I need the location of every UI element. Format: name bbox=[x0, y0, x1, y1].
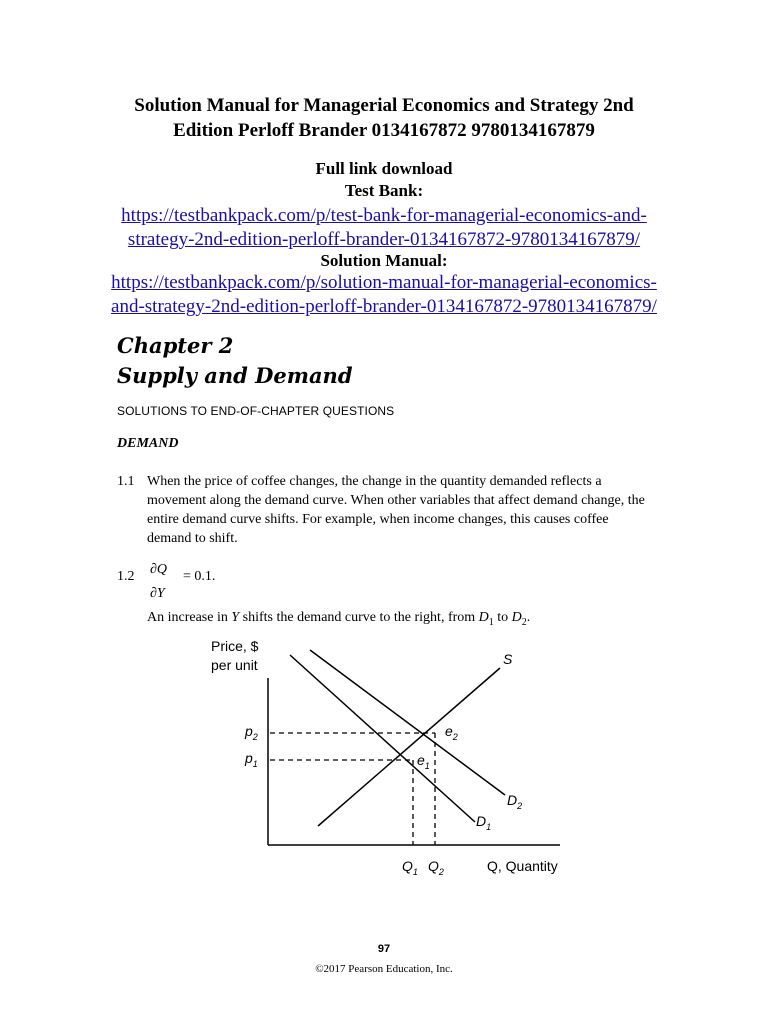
partial-numerator: ∂Q bbox=[150, 562, 168, 577]
d1-label: $D_1$ bbox=[476, 813, 492, 832]
title-line-2: Edition Perloff Brander 0134167872 9780134167879 bbox=[173, 120, 595, 141]
test-bank-label: Test Bank: bbox=[344, 181, 424, 200]
supply-curve bbox=[318, 668, 500, 826]
solution-manual-label: Solution Manual: bbox=[320, 251, 448, 270]
x-axis-label: Q, Quantity bbox=[487, 858, 558, 874]
partial-denominator: ∂Y bbox=[150, 586, 165, 601]
section-heading: SOLUTIONS TO END-OF-CHAPTER QUESTIONS bbox=[117, 404, 395, 418]
question-1-1-text: When the price of coffee changes, the change in the quantity demanded reflects a movement along the demand curve. When other variables that affect demand change, the entire demand curve shifts. For example, when income changes, this causes coffee demand to shift. bbox=[147, 474, 645, 546]
solution-url-line-2[interactable]: and-strategy-2nd-edition-perloff-brander-0134167872-9780134167879/ bbox=[111, 296, 657, 317]
test-bank-url-line-1[interactable]: https://testbankpack.com/p/test-bank-for-managerial-economics-and- bbox=[121, 205, 647, 226]
q2-label: $Q_2$ bbox=[428, 858, 444, 877]
q1-label: $Q_1$ bbox=[402, 858, 418, 877]
question-1-2-text: An increase in Y shifts the demand curve to the right, from $D_1$ to $D_2$. bbox=[147, 610, 531, 628]
demand-curve-d2 bbox=[310, 650, 505, 795]
e2-label: $e_2$ bbox=[445, 723, 458, 742]
partial-value: = 0.1. bbox=[183, 569, 216, 584]
question-1-1-number: 1.1 bbox=[117, 474, 135, 489]
full-link-label: Full link download bbox=[315, 159, 453, 178]
question-1-2-number: 1.2 bbox=[117, 569, 135, 584]
supply-label: S bbox=[503, 651, 513, 667]
solution-url-line-1[interactable]: https://testbankpack.com/p/solution-manual-for-managerial-economics- bbox=[111, 272, 657, 293]
subsection-heading: DEMAND bbox=[117, 436, 179, 451]
e1-label: $e_1$ bbox=[417, 752, 430, 771]
y-axis-label-line-1: Price, $ bbox=[211, 638, 259, 654]
copyright-notice: ©2017 Pearson Education, Inc. bbox=[315, 963, 453, 975]
p2-label: $p_2$ bbox=[245, 723, 258, 742]
test-bank-url-line-2[interactable]: strategy-2nd-edition-perloff-brander-0134167872-9780134167879/ bbox=[127, 229, 641, 250]
title-line-1: Solution Manual for Managerial Economics and Strategy 2nd bbox=[134, 95, 634, 116]
p1-label: $p_1$ bbox=[245, 750, 258, 769]
d2-label: $D_2$ bbox=[507, 792, 523, 811]
chapter-title: Supply and Demand bbox=[117, 363, 353, 388]
chapter-number: Chapter 2 bbox=[117, 333, 234, 358]
page-number: 97 bbox=[377, 943, 391, 955]
y-axis-label-line-2: per unit bbox=[211, 657, 258, 673]
